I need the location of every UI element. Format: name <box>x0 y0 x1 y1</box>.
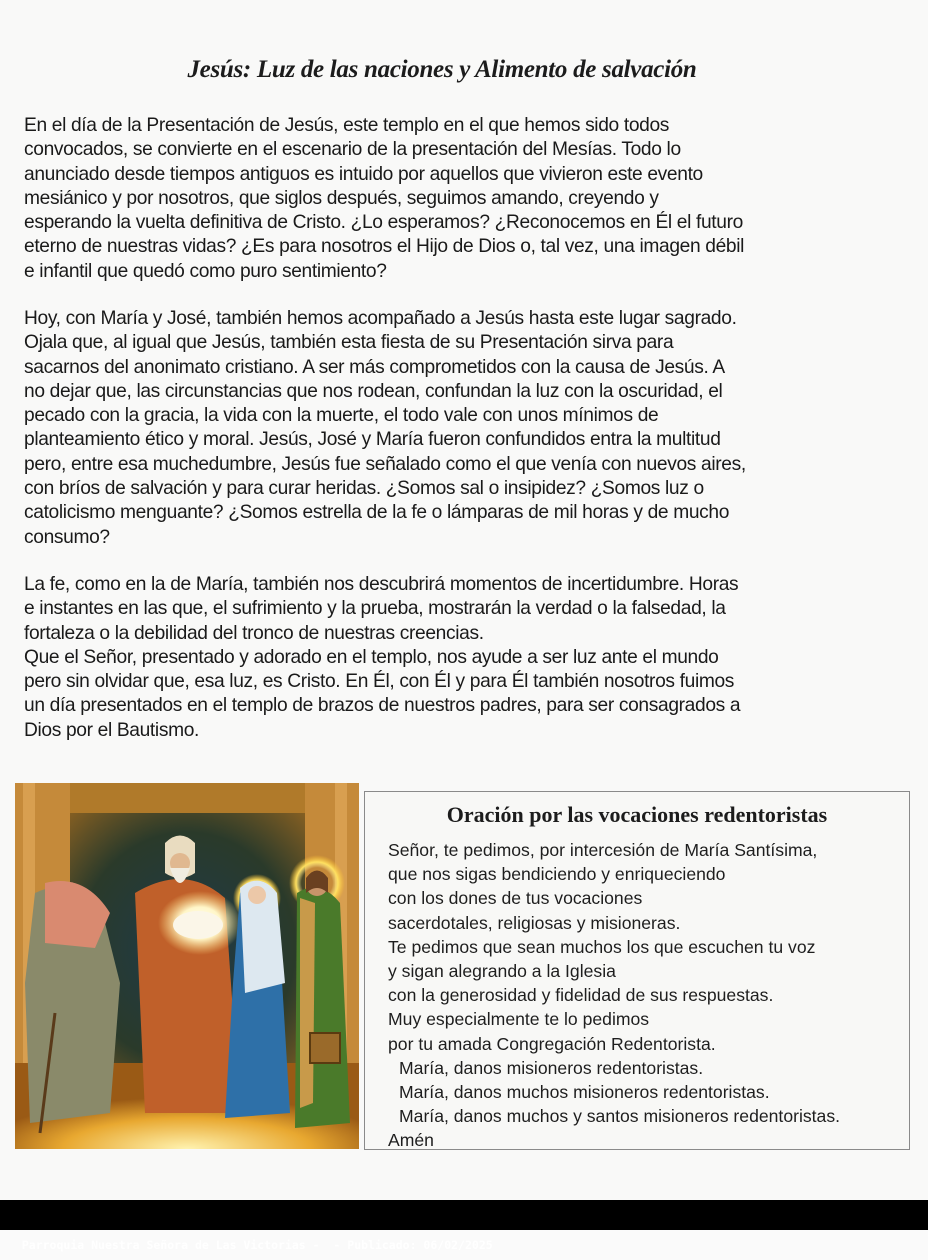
text-line: Dios por el Bautismo. <box>24 719 200 741</box>
prayer-line: sacerdotales, religiosas y misioneras. <box>388 912 681 933</box>
prayer-refrain: María, danos misioneros redentoristas. <box>399 1057 704 1078</box>
text-line: pero sin olvidar que, esa luz, es Cristo. En Él, con Él y para Él también nosotros fuimos <box>24 671 735 693</box>
presentation-painting <box>15 783 359 1149</box>
prayer-line: con la generosidad y fidelidad de sus respuestas. <box>388 985 774 1006</box>
paragraph-2 <box>24 307 874 550</box>
prayer-amen: Amén <box>388 1130 434 1151</box>
text-line: Que el Señor, presentado y adorado en el templo, nos ayude a ser luz ante el mundo <box>24 646 719 668</box>
text-line: planteamiento ético y moral. Jesús, José y María fueron confundidos entra la multitud <box>24 429 721 451</box>
text-line: fortaleza o la debilidad del tronco de nuestras creencias. <box>24 622 484 644</box>
text-line: no dejar que, las circunstancias que nos rodean, confundan la luz con la oscuridad, el <box>24 380 723 402</box>
prayer-line: Señor, te pedimos, por intercesión de María Santísima, <box>388 840 818 860</box>
prayer-title: Oración por las vocaciones redentoristas <box>446 802 828 827</box>
prayer-refrain: María, danos muchos misioneros redentoristas. <box>399 1082 770 1103</box>
dove-basket <box>310 1033 340 1063</box>
text-line: un día presentados en el templo de brazos de nuestros padres, para ser consagrados a <box>24 695 741 717</box>
text-line: catolicismo menguante? ¿Somos estrella de la fe o lámparas de mil horas y de mucho <box>24 502 730 524</box>
text-line: La fe, como en la de María, también nos descubrirá momentos de incertidumbre. Horas <box>24 574 739 595</box>
prayer-line: y sigan alegrando a la Iglesia <box>388 961 616 982</box>
text-line: Hoy, con María y José, también hemos acompañado a Jesús hasta este lugar sagrado. <box>24 308 737 329</box>
text-line: anunciado desde tiempos antiguos es intuido por aquellos que vivieron este evento <box>24 163 703 185</box>
prayer-line: Te pedimos que sean muchos los que escuchen tu voz <box>388 936 816 957</box>
paragraph-1 <box>24 114 874 284</box>
text-line: Ojala que, al igual que Jesús, también esta fiesta de su Presentación sirva para <box>24 332 674 354</box>
text-line: convocados, se convierte en el escenario de la presentación del Mesías. Todo lo <box>24 139 681 161</box>
prayer-line: por tu amada Congregación Redentorista. <box>388 1033 716 1054</box>
page-title: Jesús: Luz de las naciones y Alimento de salvación <box>187 56 697 83</box>
text-line: sacarnos del anonimato cristiano. A ser más comprometidos con la causa de Jesús. A <box>24 356 725 378</box>
text-line: eterno de nuestras vidas? ¿Es para nosotros el Hijo de Dios o, tal vez, una imagen débil <box>24 236 745 258</box>
text-line: pecado con la gracia, la vida con la muerte, el todo vale con unos mínimos de <box>24 405 659 427</box>
prayer-line: que nos sigas bendiciendo y enriqueciendo <box>388 864 726 885</box>
text-line: consumo? <box>24 526 110 548</box>
text-line: esperando la vuelta definitiva de Cristo. ¿Lo esperamos? ¿Reconocemos en Él el futuro <box>24 212 743 234</box>
prayer-box <box>364 791 910 1150</box>
text-line: pero, entre esa muchedumbre, Jesús fue señalado como el que venía con nuevos aires, <box>24 453 746 475</box>
text-line: e infantil que quedó como puro sentimiento? <box>24 260 387 282</box>
prayer-line: con los dones de tus vocaciones <box>388 888 643 909</box>
text-line: con bríos de salvación y para curar heridas. ¿Somos sal o insipidez? ¿Somos luz o <box>24 478 704 500</box>
text-line: e instantes en las que, el sufrimiento y la prueba, mostrarán la verdad o la falsedad, la <box>24 598 726 620</box>
text-line: En el día de la Presentación de Jesús, este templo en el que hemos sido todos <box>24 115 670 136</box>
paragraph-3 <box>24 573 874 743</box>
prayer-refrain: María, danos muchos y santos misioneros redentoristas. <box>399 1106 841 1127</box>
painting-illustration <box>15 783 359 1149</box>
footer-text: Parroquia Nuestra Señora de Las Victorias - - Publicado: 06/02/2025 <box>21 1238 493 1252</box>
text-line: mesiánico y por nosotros, que siglos después, seguimos amando, creyendo y <box>24 187 659 209</box>
prayer-text <box>388 838 840 1153</box>
footer-bar <box>0 1200 928 1252</box>
prayer-line: Muy especialmente te lo pedimos <box>388 1009 650 1030</box>
